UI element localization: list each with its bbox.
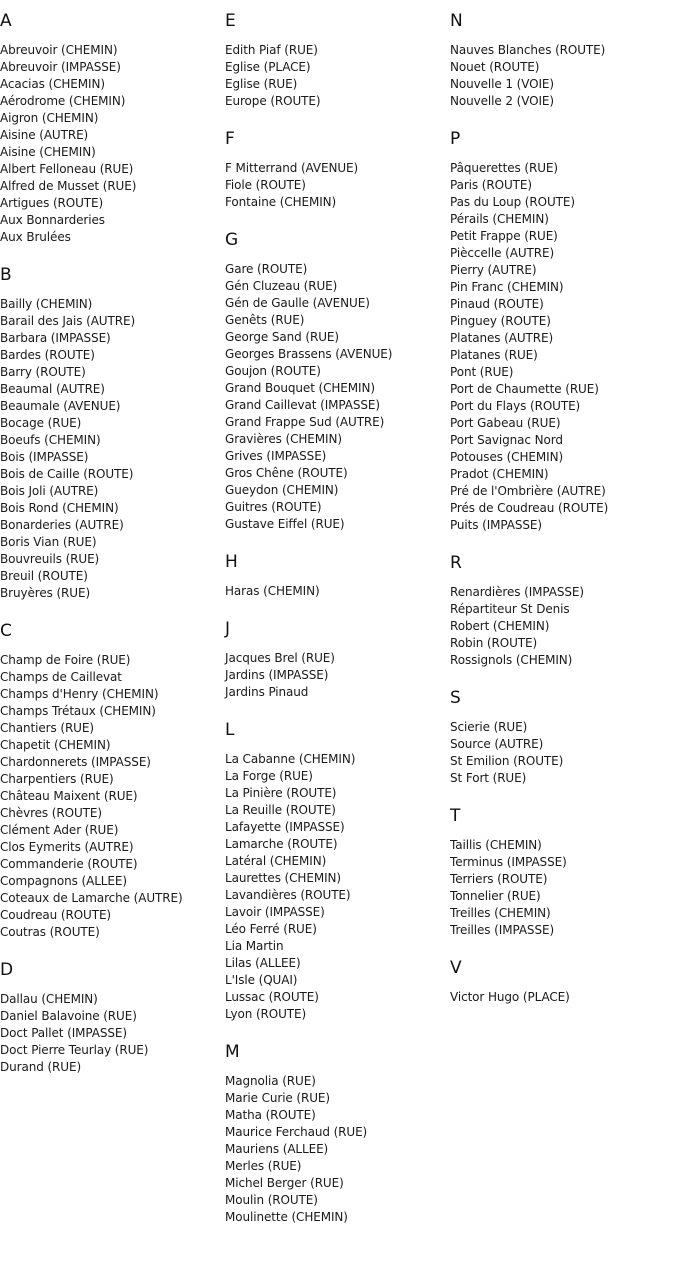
- street-list-item: Commanderie (ROUTE): [0, 857, 138, 871]
- letter-section-c: [0, 621, 225, 941]
- letter-section-m: [225, 1042, 450, 1226]
- street-list-item: Georges Brassens (AVENUE): [225, 347, 393, 361]
- letter-section-a: [0, 11, 225, 246]
- street-list-item: Gueydon (CHEMIN): [225, 483, 339, 497]
- street-list-item: St Emilion (ROUTE): [450, 754, 564, 768]
- street-list-item: Marie Curie (RUE): [225, 1091, 330, 1105]
- letter-section-h: [225, 552, 450, 600]
- street-list-item: Charpentiers (RUE): [0, 772, 114, 786]
- street-list-item: Breuil (ROUTE): [0, 569, 88, 583]
- street-list-item: Treilles (CHEMIN): [450, 906, 551, 920]
- street-list-item: Daniel Balavoine (RUE): [0, 1009, 137, 1023]
- street-list-item: Pradot (CHEMIN): [450, 467, 549, 481]
- street-list-item: Genêts (RUE): [225, 313, 305, 327]
- section-letter-heading: C: [0, 621, 12, 641]
- street-list-item: L'Isle (QUAI): [225, 973, 298, 987]
- street-list-item: Gros Chêne (ROUTE): [225, 466, 348, 480]
- section-letter-heading: B: [0, 265, 12, 285]
- street-list-item: Clément Ader (RUE): [0, 823, 119, 837]
- street-list-item: Bois Joli (AUTRE): [0, 484, 99, 498]
- street-list-item: Coteaux de Lamarche (AUTRE): [0, 891, 183, 905]
- street-list-item: Doct Pallet (IMPASSE): [0, 1026, 127, 1040]
- street-list-item: George Sand (RUE): [225, 330, 339, 344]
- street-list-item: Chapetit (CHEMIN): [0, 738, 111, 752]
- street-list-item: Pas du Loup (ROUTE): [450, 195, 575, 209]
- street-list-item: Eglise (PLACE): [225, 60, 311, 74]
- street-list-item: Chantiers (RUE): [0, 721, 94, 735]
- street-list-item: Aux Brulées: [0, 230, 71, 244]
- street-list-item: Bailly (CHEMIN): [0, 297, 93, 311]
- street-list-item: Lia Martin: [225, 939, 284, 953]
- street-list-item: Puits (IMPASSE): [450, 518, 542, 532]
- section-letter-heading: M: [225, 1042, 240, 1062]
- section-letter-heading: T: [450, 806, 461, 826]
- street-list-item: La Pinière (ROUTE): [225, 786, 337, 800]
- street-list-item: Port Savignac Nord: [450, 433, 563, 447]
- street-list-item: Durand (RUE): [0, 1060, 82, 1074]
- street-list-item: Aigron (CHEMIN): [0, 111, 99, 125]
- street-list-item: Bocage (RUE): [0, 416, 82, 430]
- street-list-item: Gustave Eiffel (RUE): [225, 517, 345, 531]
- letter-section-l: [225, 720, 450, 1023]
- street-list-item: Eglise (RUE): [225, 77, 298, 91]
- street-list-item: Robin (ROUTE): [450, 636, 538, 650]
- street-list-item: Champs de Caillevat: [0, 670, 122, 684]
- street-list-item: Pinaud (ROUTE): [450, 297, 544, 311]
- street-list-item: Robert (CHEMIN): [450, 619, 550, 633]
- section-letter-heading: F: [225, 129, 235, 149]
- street-list-item: Bois Rond (CHEMIN): [0, 501, 119, 515]
- street-list-item: Abreuvoir (CHEMIN): [0, 43, 118, 57]
- street-list-item: La Reuille (ROUTE): [225, 803, 336, 817]
- letter-section-t: [450, 806, 675, 939]
- letter-section-p: [450, 129, 675, 534]
- street-list-item: Terminus (IMPASSE): [450, 855, 567, 869]
- street-list-item: Port Gabeau (RUE): [450, 416, 561, 430]
- street-list-item: Lussac (ROUTE): [225, 990, 319, 1004]
- street-list-item: Terriers (ROUTE): [450, 872, 548, 886]
- street-list-item: Barail des Jais (AUTRE): [0, 314, 136, 328]
- street-list-item: Magnolia (RUE): [225, 1074, 316, 1088]
- letter-section-b: [0, 265, 225, 602]
- section-letter-heading: S: [450, 688, 461, 708]
- street-list-item: Pont (RUE): [450, 365, 514, 379]
- street-list-item: Dallau (CHEMIN): [0, 992, 98, 1006]
- street-list-item: Aisine (CHEMIN): [0, 145, 96, 159]
- street-list-item: Coutras (ROUTE): [0, 925, 100, 939]
- street-list-item: Artigues (ROUTE): [0, 196, 104, 210]
- street-list-item: Coudreau (ROUTE): [0, 908, 112, 922]
- street-list-item: Potouses (CHEMIN): [450, 450, 564, 464]
- street-list-item: Treilles (IMPASSE): [450, 923, 555, 937]
- street-list-item: Lyon (ROUTE): [225, 1007, 307, 1021]
- street-list-item: Alfred de Musset (RUE): [0, 179, 137, 193]
- street-list-item: Lavandières (ROUTE): [225, 888, 351, 902]
- street-list-item: F Mitterrand (AVENUE): [225, 161, 359, 175]
- street-list-item: Fiole (ROUTE): [225, 178, 306, 192]
- letter-section-n: [450, 11, 675, 110]
- street-list-item: Pâquerettes (RUE): [450, 161, 558, 175]
- street-list-item: Renardières (IMPASSE): [450, 585, 584, 599]
- street-list-item: Lilas (ALLEE): [225, 956, 301, 970]
- street-list-item: Platanes (AUTRE): [450, 331, 554, 345]
- street-list-item: Beaumal (AUTRE): [0, 382, 105, 396]
- street-list-item: Albert Felloneau (RUE): [0, 162, 134, 176]
- street-list-item: Champ de Foire (RUE): [0, 653, 131, 667]
- street-list-item: Pin Franc (CHEMIN): [450, 280, 564, 294]
- letter-section-f: [225, 129, 450, 211]
- street-list-item: Fontaine (CHEMIN): [225, 195, 337, 209]
- street-list-item: Pièccelle (AUTRE): [450, 246, 555, 260]
- street-list-item: Jacques Brel (RUE): [225, 651, 335, 665]
- street-list-item: Grand Frappe Sud (AUTRE): [225, 415, 385, 429]
- street-list-item: Lavoir (IMPASSE): [225, 905, 325, 919]
- street-list-item: Maurice Ferchaud (RUE): [225, 1125, 368, 1139]
- street-list-item: Port du Flays (ROUTE): [450, 399, 581, 413]
- street-list-item: Pinguey (ROUTE): [450, 314, 551, 328]
- street-list-item: Doct Pierre Teurlay (RUE): [0, 1043, 149, 1057]
- street-list-item: Nouvelle 1 (VOIE): [450, 77, 554, 91]
- street-list-item: Bouvreuils (RUE): [0, 552, 100, 566]
- street-list-item: Barry (ROUTE): [0, 365, 86, 379]
- street-list-item: Moulinette (CHEMIN): [225, 1210, 348, 1224]
- street-list-item: Port de Chaumette (RUE): [450, 382, 599, 396]
- section-letter-heading: E: [225, 11, 236, 31]
- street-list-item: Matha (ROUTE): [225, 1108, 316, 1122]
- street-list-item: Répartiteur St Denis: [450, 602, 570, 616]
- street-list-item: Barbara (IMPASSE): [0, 331, 111, 345]
- street-list-item: Château Maixent (RUE): [0, 789, 138, 803]
- street-list-item: Bois de Caille (ROUTE): [0, 467, 134, 481]
- street-list-item: Compagnons (ALLEE): [0, 874, 127, 888]
- street-list-item: Bois (IMPASSE): [0, 450, 89, 464]
- letter-section-d: [0, 960, 225, 1076]
- section-letter-heading: G: [225, 230, 239, 250]
- index-column-1: [0, 11, 225, 1095]
- street-list-item: Gravières (CHEMIN): [225, 432, 342, 446]
- street-list-item: Merles (RUE): [225, 1159, 302, 1173]
- street-list-item: Pérails (CHEMIN): [450, 212, 549, 226]
- section-letter-heading: J: [225, 619, 231, 639]
- street-list-item: Rossignols (CHEMIN): [450, 653, 573, 667]
- street-list-item: Edith Piaf (RUE): [225, 43, 318, 57]
- street-list-item: Europe (ROUTE): [225, 94, 321, 108]
- street-list-item: Champs d'Henry (CHEMIN): [0, 687, 159, 701]
- street-list-item: Bruyères (RUE): [0, 586, 91, 600]
- street-list-item: Boeufs (CHEMIN): [0, 433, 101, 447]
- street-list-item: Gén Cluzeau (RUE): [225, 279, 338, 293]
- street-list-item: Beaumale (AVENUE): [0, 399, 121, 413]
- street-list-item: Nouet (ROUTE): [450, 60, 540, 74]
- street-list-item: Nouvelle 2 (VOIE): [450, 94, 554, 108]
- street-list-item: Tonnelier (RUE): [450, 889, 541, 903]
- section-letter-heading: N: [450, 11, 463, 31]
- index-column-2: [225, 11, 450, 1245]
- street-list-item: Chèvres (ROUTE): [0, 806, 102, 820]
- street-list-item: Champs Trétaux (CHEMIN): [0, 704, 156, 718]
- street-list-item: Platanes (RUE): [450, 348, 538, 362]
- street-list-item: Goujon (ROUTE): [225, 364, 321, 378]
- street-list-item: Haras (CHEMIN): [225, 584, 320, 598]
- street-list-item: Grives (IMPASSE): [225, 449, 327, 463]
- section-letter-heading: H: [225, 552, 238, 572]
- street-list-item: Mauriens (ALLEE): [225, 1142, 329, 1156]
- street-list-item: Pré de l'Ombrière (AUTRE): [450, 484, 606, 498]
- street-list-item: Acacias (CHEMIN): [0, 77, 105, 91]
- street-list-item: Jardins Pinaud: [225, 685, 309, 699]
- street-list-item: Victor Hugo (PLACE): [450, 990, 570, 1004]
- street-list-item: Pierry (AUTRE): [450, 263, 537, 277]
- section-letter-heading: P: [450, 129, 461, 149]
- street-list-item: Boris Vian (RUE): [0, 535, 97, 549]
- street-list-item: Bonarderies (AUTRE): [0, 518, 124, 532]
- street-list-item: Nauves Blanches (ROUTE): [450, 43, 606, 57]
- street-list-item: Scierie (RUE): [450, 720, 528, 734]
- index-column-3: [450, 11, 675, 1025]
- letter-section-v: [450, 958, 675, 1006]
- street-list-item: Michel Berger (RUE): [225, 1176, 344, 1190]
- letter-section-s: [450, 688, 675, 787]
- street-list-item: Petit Frappe (RUE): [450, 229, 558, 243]
- letter-section-e: [225, 11, 450, 110]
- street-list-item: Prés de Coudreau (ROUTE): [450, 501, 609, 515]
- street-list-item: Laurettes (CHEMIN): [225, 871, 341, 885]
- street-list-item: Léo Ferré (RUE): [225, 922, 317, 936]
- street-list-item: Lafayette (IMPASSE): [225, 820, 345, 834]
- street-list-item: Paris (ROUTE): [450, 178, 532, 192]
- street-list-item: Jardins (IMPASSE): [225, 668, 329, 682]
- letter-section-g: [225, 230, 450, 533]
- street-list-item: Lamarche (ROUTE): [225, 837, 338, 851]
- section-letter-heading: D: [0, 960, 14, 980]
- street-list-item: St Fort (RUE): [450, 771, 527, 785]
- street-list-item: Clos Eymerits (AUTRE): [0, 840, 134, 854]
- street-list-item: Aux Bonnarderies: [0, 213, 105, 227]
- street-list-item: La Forge (RUE): [225, 769, 313, 783]
- street-list-item: La Cabanne (CHEMIN): [225, 752, 356, 766]
- street-list-item: Bardes (ROUTE): [0, 348, 95, 362]
- section-letter-heading: R: [450, 553, 462, 573]
- street-list-item: Gare (ROUTE): [225, 262, 308, 276]
- letter-section-j: [225, 619, 450, 701]
- street-list-item: Chardonnerets (IMPASSE): [0, 755, 151, 769]
- street-list-item: Guitres (ROUTE): [225, 500, 322, 514]
- street-list-item: Aérodrome (CHEMIN): [0, 94, 126, 108]
- street-list-item: Latéral (CHEMIN): [225, 854, 327, 868]
- street-list-item: Taillis (CHEMIN): [450, 838, 542, 852]
- street-list-item: Grand Bouquet (CHEMIN): [225, 381, 375, 395]
- street-list-item: Moulin (ROUTE): [225, 1193, 318, 1207]
- street-list-item: Aisine (AUTRE): [0, 128, 89, 142]
- letter-section-r: [450, 553, 675, 669]
- street-list-item: Abreuvoir (IMPASSE): [0, 60, 121, 74]
- street-list-item: Grand Caillevat (IMPASSE): [225, 398, 380, 412]
- street-list-item: Source (AUTRE): [450, 737, 544, 751]
- section-letter-heading: V: [450, 958, 462, 978]
- section-letter-heading: L: [225, 720, 235, 740]
- section-letter-heading: A: [0, 11, 12, 31]
- street-list-item: Gén de Gaulle (AVENUE): [225, 296, 370, 310]
